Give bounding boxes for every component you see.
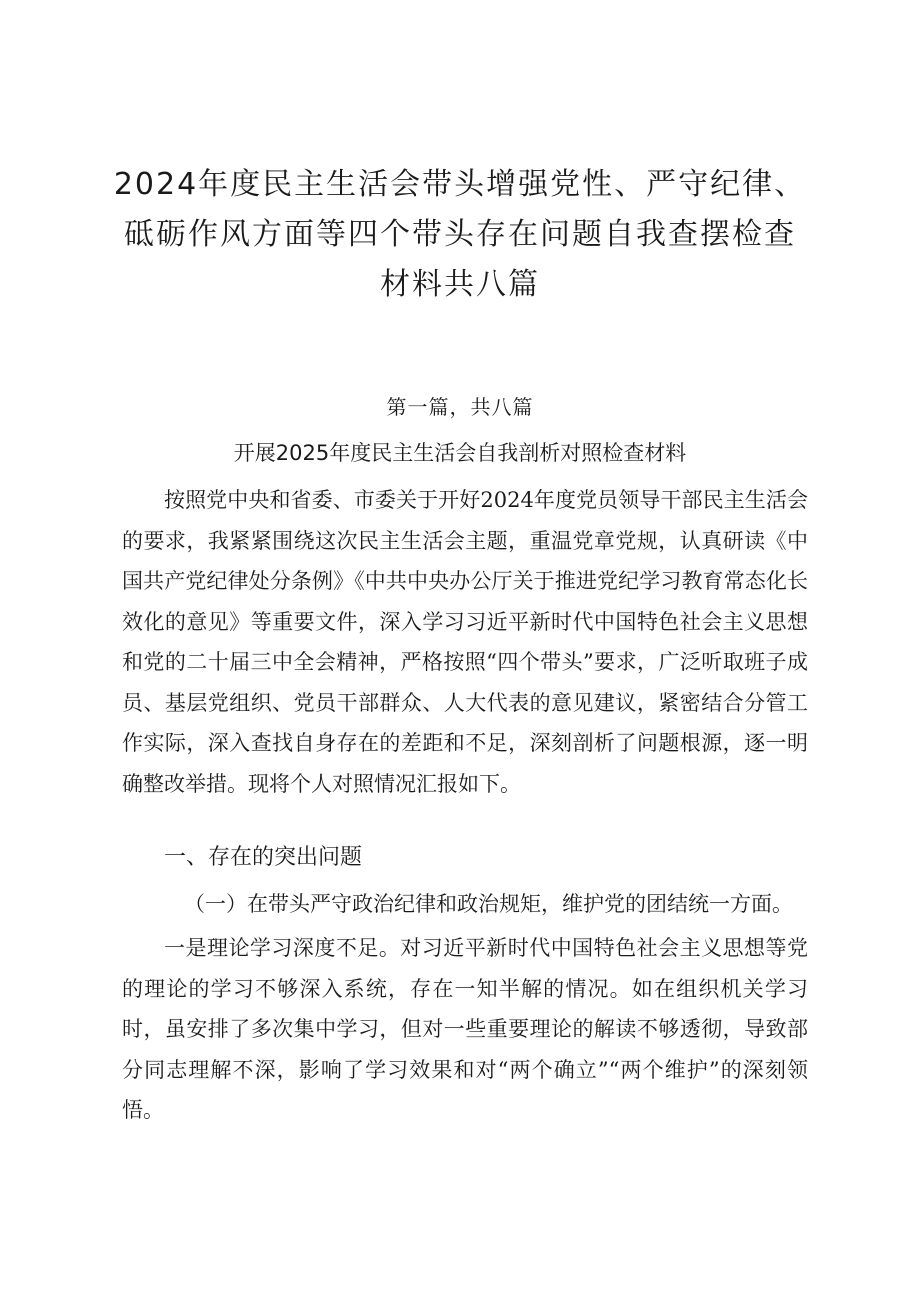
section-subtitle: 开展2025年度民主生活会自我剖析对照检查材料 bbox=[233, 441, 687, 465]
point-paragraph: 一是理论学习深度不足。对习近平新时代中国特色社会主义思想等党的理论的学习不够深入系统，存在一知半解的情况。如在组织机关学习时，虽安排了多次集中学习，但对一些重要理论的解读不够透彻，导致部分同志理解不深，影响了学习效果和对“两个确立”“两个维护”的深刻领悟。 bbox=[122, 936, 808, 1122]
sub-heading: （一）在带头严守政治纪律和政治规矩，维护党的团结统一方面。 bbox=[184, 892, 793, 916]
document-title: 2024年度民主生活会带头增强党性、严守纪律、砥砺作风方面等四个带头存在问题自我查摆检查材料共八篇 bbox=[113, 167, 807, 302]
intro-paragraph: 按照党中央和省委、市委关于开好2024年度党员领导干部民主生活会的要求，我紧紧围绕这次民主生活会主题，重温党章党规，认真研读《中国共产党纪律处分条例》《中共中央办公厅关于推进党纪学习教育常态化长效化的意见》等重要文件，深入学习习近平新时代中国特色社会主义思想和党的二十届三中全会精神，严格按照“四个带头”要求，广泛听取班子成员、基层党组织、党员干部群众、人大代表的意见建议，紧密结合分管工作实际，深入查找自身存在的差距和不足，深刻剖析了问题根源，逐一明确整改举措。现将个人对照情况汇报如下。 bbox=[122, 488, 808, 796]
part-label: 第一篇，共八篇 bbox=[386, 395, 534, 419]
section-heading: 一、存在的突出问题 bbox=[164, 845, 363, 870]
